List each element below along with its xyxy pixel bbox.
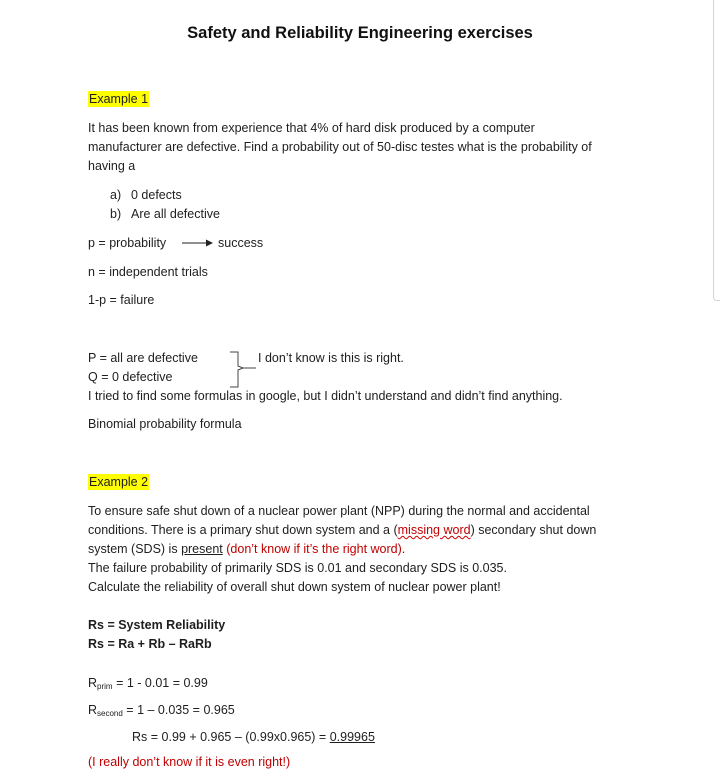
- list-item-b-marker: b): [110, 207, 122, 221]
- example-1-para-line-3: having a: [88, 159, 136, 173]
- example-2-line-2: [88, 521, 596, 540]
- example-1-para-line-1: It has been known from experience that 4% of hard disk produced by a computer: [88, 121, 535, 135]
- rs-definition: Rs = System Reliability: [88, 618, 226, 632]
- line-2-end: ) secondary shut down: [470, 523, 597, 537]
- r-second-value: = 1 – 0.035 = 0.965: [122, 703, 235, 717]
- P-definition: P = all are defective: [88, 351, 198, 365]
- line-2-start: conditions. There is a primary shut down system and a (: [88, 523, 398, 537]
- r-second-subscript: second: [97, 709, 123, 718]
- example-2-line-1: To ensure safe shut down of a nuclear power plant (NPP) during the normal and accidental: [88, 504, 590, 518]
- line-3-period: .: [401, 542, 406, 556]
- closing-note: (I really don’t know if it is even right!): [88, 755, 291, 769]
- curly-brace-icon: [228, 349, 258, 391]
- r-second-equation: [88, 701, 235, 720]
- binomial-formula-label: Binomial probability formula: [88, 417, 242, 431]
- rs-calc-expression: Rs = 0.99 + 0.965 – (0.99x0.965) =: [132, 730, 330, 744]
- rs-result: 0.99965: [329, 730, 375, 744]
- r-prim-value: = 1 - 0.01 = 0.99: [112, 676, 208, 690]
- example-2-label: Example 2: [89, 475, 149, 489]
- example-2-line-5: Calculate the reliability of overall shut down system of nuclear power plant!: [88, 580, 501, 594]
- r-prim-subscript: prim: [97, 682, 113, 691]
- rs-calculation: [132, 728, 375, 747]
- example-2-line-3: [88, 540, 405, 559]
- success-label: success: [218, 236, 264, 250]
- example-2-heading: [88, 473, 149, 492]
- present-word: present: [181, 542, 223, 556]
- uncertainty-note: I don’t know is this is right.: [258, 351, 404, 365]
- page-title: Safety and Reliability Engineering exercises: [187, 24, 533, 42]
- list-item-b-text: Are all defective: [131, 207, 220, 221]
- failure-definition: 1-p = failure: [88, 293, 155, 307]
- Q-definition: Q = 0 defective: [88, 370, 173, 384]
- example-1-label: Example 1: [89, 92, 149, 106]
- example-1-para-line-2: manufacturer are defective. Find a probability out of 50-disc testes what is the probability of: [88, 140, 592, 154]
- n-definition: n = independent trials: [88, 265, 208, 279]
- r-prim-equation: [88, 674, 208, 693]
- p-definition: p = probability: [88, 236, 167, 250]
- right-word-note: (don’t know if it’s the right word): [226, 542, 402, 556]
- line-3-start: system (SDS) is: [88, 542, 182, 556]
- list-item-a-marker: a): [110, 188, 122, 202]
- r-second-symbol: R: [88, 703, 98, 717]
- r-prim-symbol: R: [88, 676, 98, 690]
- scrollbar[interactable]: [713, 0, 720, 301]
- example-2-line-4: The failure probability of primarily SDS is 0.01 and secondary SDS is 0.035.: [88, 561, 507, 575]
- list-item-a-text: 0 defects: [131, 188, 182, 202]
- arrow-right-icon: [182, 238, 214, 248]
- tried-note: I tried to find some formulas in google, but I didn’t understand and didn’t find anything.: [88, 389, 563, 403]
- example-1-heading: [88, 90, 149, 109]
- rs-formula: Rs = Ra + Rb – RaRb: [88, 637, 212, 651]
- missing-word-note: missing word: [397, 523, 471, 537]
